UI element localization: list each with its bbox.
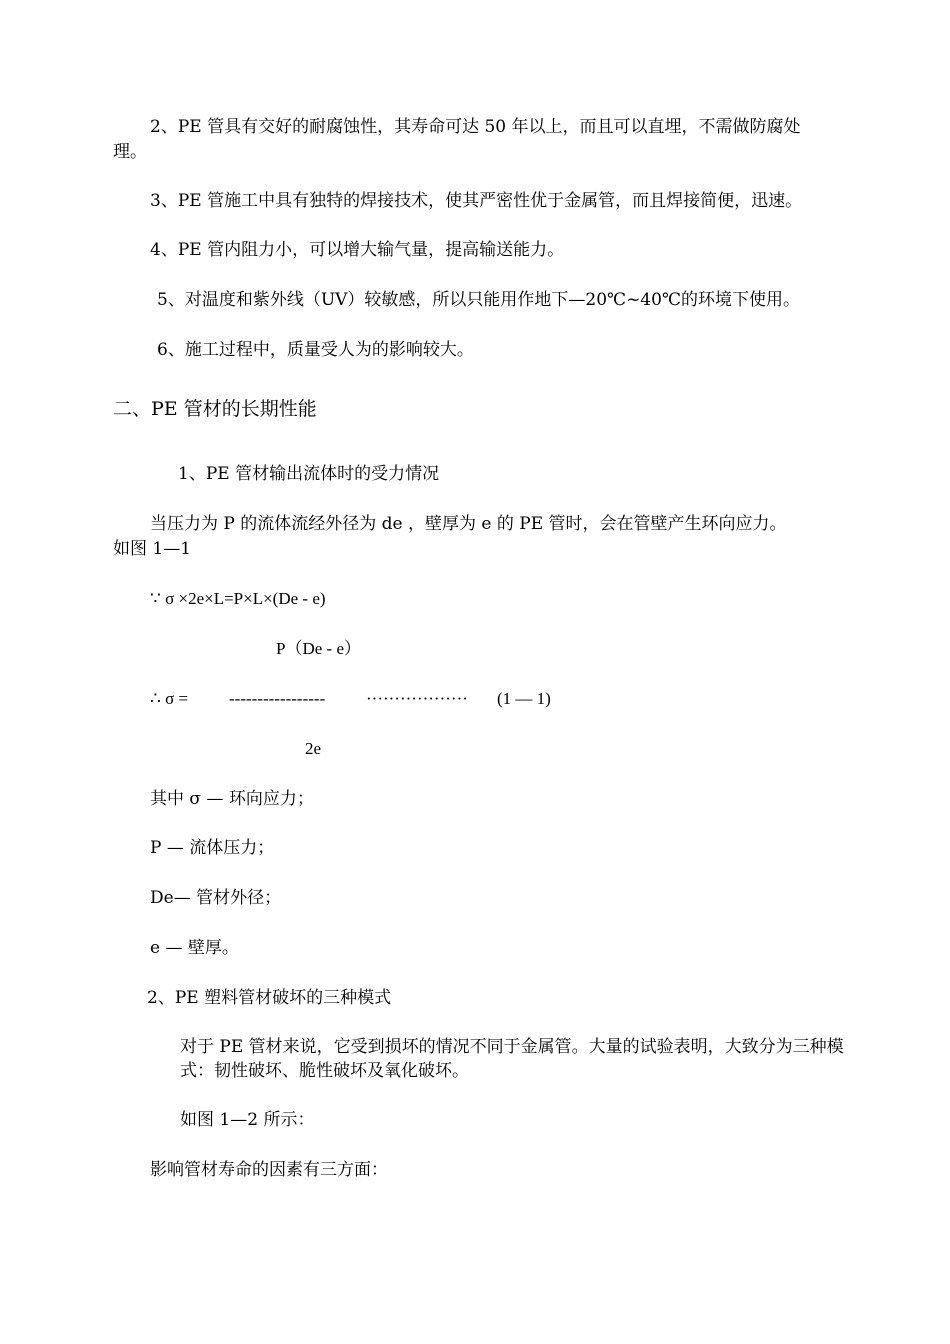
paragraph-3: 3、PE 管施工中具有独特的焊接技术，使其严密性优于金属管，而且焊接简便，迅速。: [150, 191, 803, 211]
factors-line: 影响管材寿命的因素有三方面：: [150, 1160, 388, 1180]
formula-because-line: ∵ σ ×2e×L=P×L×(De - e): [150, 589, 326, 608]
subheading-2: 2、PE 塑料管材破坏的三种模式: [147, 988, 392, 1008]
formula-leader-dots: ··················: [366, 689, 468, 708]
definition-p: P — 流体压力；: [150, 838, 275, 858]
formula-fraction-bar: -----------------: [229, 689, 326, 708]
failure-modes-paragraph: 对于 PE 管材来说，它受到损坏的情况不同于金属管。大量的试验表明，大致分为三种模式：韧性破坏、脆性破坏及氧化破坏。: [180, 1037, 844, 1081]
section-heading: 二、PE 管材的长期性能: [113, 398, 317, 420]
formula-denominator: 2e: [305, 739, 322, 758]
figure-reference: 如图 1—2 所示：: [180, 1110, 315, 1130]
definition-de: De— 管材外径；: [150, 888, 282, 908]
paragraph-2-line-2: 理。: [113, 142, 147, 162]
paragraph-4: 4、PE 管内阻力小，可以增大输气量，提高输送能力。: [150, 240, 565, 260]
paragraph-5: 5、对温度和紫外线（UV）较敏感，所以只能用作地下—20℃~40℃的环境下使用。: [157, 290, 800, 310]
formula-therefore: ∴ σ =: [150, 689, 189, 708]
formula-equation-number: (1 — 1): [497, 689, 551, 708]
paragraph-6: 6、施工过程中，质量受人为的影响较大。: [157, 340, 474, 360]
formula-numerator: P（De - e）: [276, 639, 361, 658]
intro-line-1: 当压力为 P 的流体流经外径为 de ，壁厚为 e 的 PE 管时，会在管壁产生环向应力。: [150, 514, 787, 534]
definition-sigma: 其中 σ — 环向应力；: [150, 789, 314, 809]
paragraph-2-line-1: 2、PE 管具有交好的耐腐蚀性，其寿命可达 50 年以上，而且可以直埋，不需做防腐处: [150, 117, 801, 137]
definition-e: e — 壁厚。: [150, 938, 239, 958]
subheading-1: 1、PE 管材输出流体时的受力情况: [178, 464, 440, 484]
intro-line-2: 如图 1—1: [113, 539, 192, 559]
